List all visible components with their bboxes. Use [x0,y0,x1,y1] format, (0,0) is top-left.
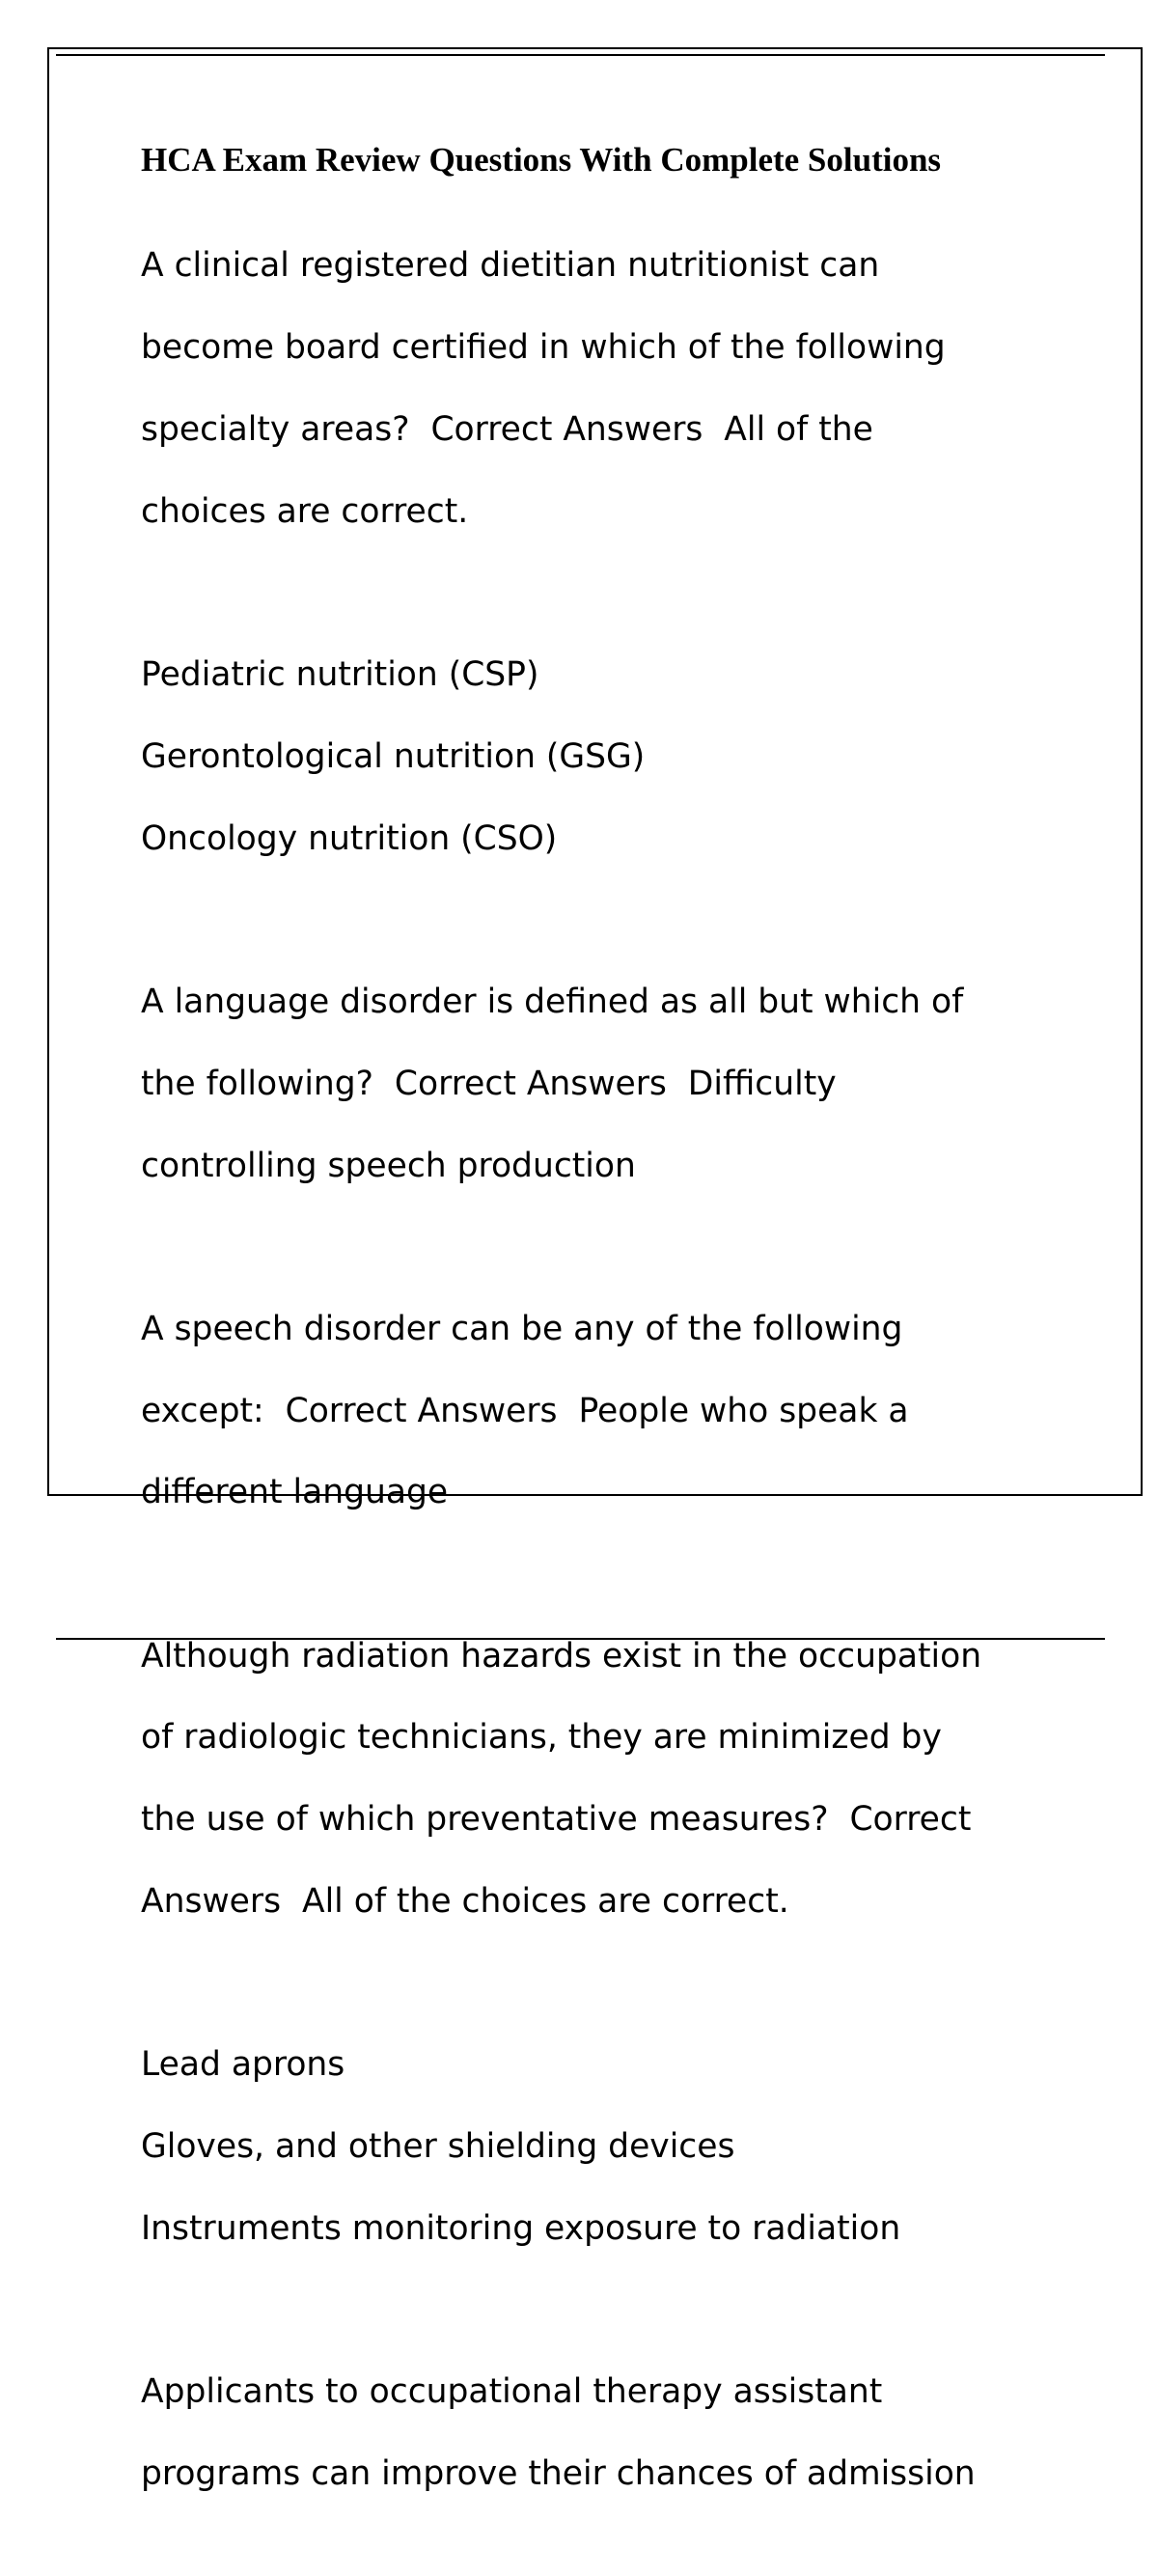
list-item: Pediatric nutrition (CSP) [141,655,539,695]
text-line: become board certified in which of the following [141,328,946,368]
question-paragraph-radiation [141,1594,1067,1963]
question-paragraph-speech-disorder [141,1267,1067,1554]
text-line: Although radiation hazards exist in the occupation [141,1636,982,1676]
list-item: Oncology nutrition (CSO) [141,818,558,858]
text-line: except: Correct Answers People who speak a [141,1391,909,1430]
text-line: A language disorder is defined as all but which of [141,982,964,1021]
text-line: Applicants to occupational therapy assistant [141,2372,883,2412]
text-line: specialty areas? Correct Answers All of the [141,410,873,450]
list-item: Instruments monitoring exposure to radiation [141,2208,901,2248]
bottom-rule [56,1638,1105,1640]
text-line: the use of which preventative measures? Correct [141,1800,972,1840]
list-item: Gerontological nutrition (GSG) [141,736,646,776]
text-line: controlling speech production [141,1146,636,1185]
question-paragraph-occupational-therapy [141,2331,1067,2535]
document-content [141,139,1067,2576]
text-line: A clinical registered dietitian nutritionist can [141,246,880,286]
question-paragraph-language-disorder [141,941,1067,1228]
text-line: different language [141,1473,449,1512]
list-item: Lead aprons [141,2045,345,2085]
answer-list-radiation-measures [141,2004,1067,2290]
text-line: A speech disorder can be any of the following [141,1309,903,1348]
list-item: Gloves, and other shielding devices [141,2127,735,2167]
question-paragraph-dietitian [141,205,1067,573]
document-title: HCA Exam Review Questions With Complete Solutions [141,141,942,179]
text-line: choices are correct. [141,491,469,531]
text-line: Answers All of the choices are correct. [141,1882,789,1922]
text-line: the following? Correct Answers Difficulty [141,1064,837,1103]
answer-list-specialties [141,614,1067,900]
text-line: programs can improve their chances of admission [141,2453,976,2493]
text-line: of radiologic technicians, they are minimized by [141,1718,942,1758]
